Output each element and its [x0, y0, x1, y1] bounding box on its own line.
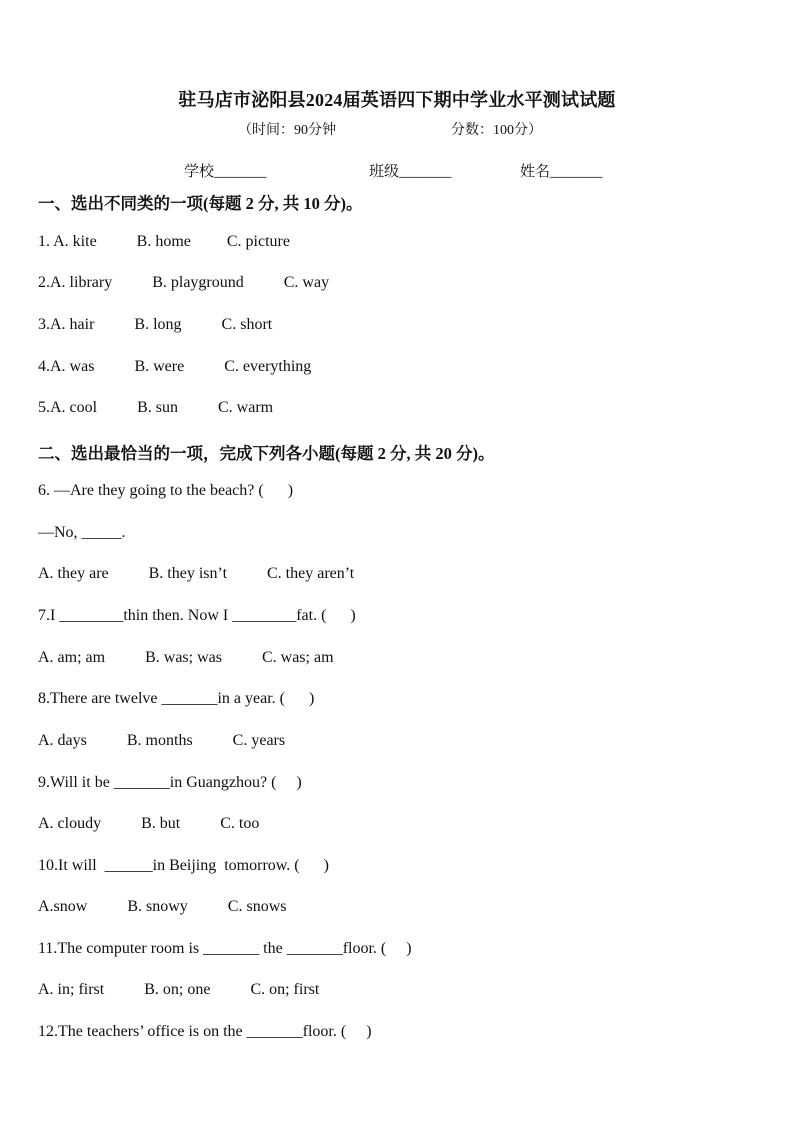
question-line: —No, _____.	[38, 524, 126, 541]
question-line: 7.I ________thin then. Now I ________fat. ( )	[38, 607, 356, 624]
question-line: 2.A. library B. playground C. way	[38, 274, 330, 291]
question-line: A.snow B. snowy C. snows	[38, 898, 287, 915]
question-line: A. days B. months C. years	[38, 732, 286, 749]
question-line: A. they are B. they isn’t C. they aren’t	[38, 565, 355, 582]
name-field: 姓名_______	[520, 164, 603, 180]
question-line: A. cloudy B. but C. too	[38, 815, 260, 832]
question-line: 11.The computer room is _______ the _______floor. ( )	[38, 940, 412, 957]
question-line: 9.Will it be _______in Guangzhou? ( )	[38, 774, 302, 791]
exam-score: 分数：100分）	[451, 123, 542, 138]
exam-title: 驻马店市泌阳县2024届英语四下期中学业水平测试试题	[178, 90, 616, 110]
question-line: 1. A. kite B. home C. picture	[38, 233, 290, 250]
question-line: 8.There are twelve _______in a year. ( )	[38, 690, 315, 707]
section-1-heading: 一、选出不同类的一项(每题 2 分, 共 10 分)。	[38, 194, 363, 213]
question-line: 5.A. cool B. sun C. warm	[38, 399, 274, 416]
question-line: 4.A. was B. were C. everything	[38, 358, 312, 375]
section-2-heading: 二、选出最恰当的一项，完成下列各小题(每题 2 分, 共 20 分)。	[38, 444, 495, 463]
question-line: 6. —Are they going to the beach? ( )	[38, 482, 294, 499]
class-field: 班级_______	[369, 164, 452, 180]
question-line: A. am; am B. was; was C. was; am	[38, 649, 334, 666]
question-line: 12.The teachers’ office is on the _______floor. ( )	[38, 1023, 372, 1040]
question-line: 3.A. hair B. long C. short	[38, 316, 273, 333]
exam-time: （时间：90分钟	[238, 123, 336, 138]
question-line: A. in; first B. on; one C. on; first	[38, 981, 320, 998]
school-field: 学校_______	[184, 164, 267, 180]
question-line: 10.It will ______in Beijing tomorrow. ( )	[38, 857, 329, 874]
